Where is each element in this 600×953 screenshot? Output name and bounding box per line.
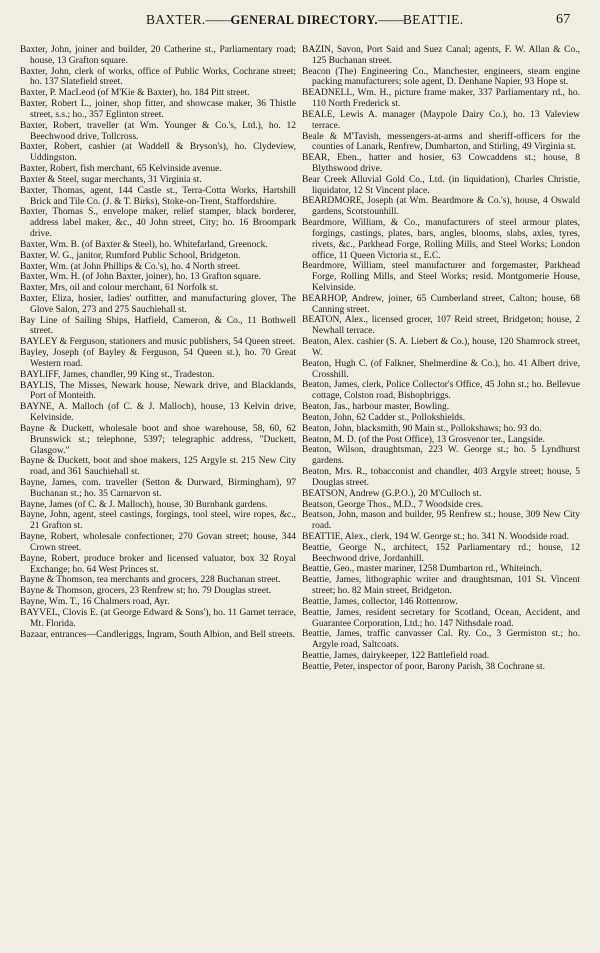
- header-dash-left: ——: [205, 12, 231, 27]
- directory-entry: Beattie, Geo., master mariner, 1258 Dumbarton rd., Whiteinch.: [302, 564, 543, 575]
- directory-entry: BAYVEL, Clovis E. (at George Edward & Sons'), ho. 11 Garnet terrace, Mt. Florida.: [20, 607, 296, 629]
- running-header: [0, 10, 600, 30]
- directory-entry: Beattie, James, resident secretary for Scotland, Ocean, Accident, and Guarantee Corporation, Ltd.; ho. 147 Nithsdale road.: [302, 607, 580, 629]
- directory-entry: Baxter, Eliza, hosier, ladies' outfitter, and manufacturing glover, The Glove Salon, 273 and 275 Sauchiehall st.: [20, 294, 296, 315]
- directory-entry: BEATON, Alex., licensed grocer, 107 Reid street, Bridgeton; house, 2 Newhall terrace.: [302, 315, 580, 337]
- left-column: [20, 45, 296, 640]
- directory-entry: Beaton, Jas., harbour master, Bowling.: [302, 402, 450, 412]
- directory-entry: Bayley, Joseph (of Bayley & Ferguson, 54 Queen st.), ho. 70 Great Western road.: [20, 348, 296, 369]
- directory-entry: Beaton, James, clerk, Police Collector's Office, 45 John st.; ho. Bellevue cottage, Colston road, Bishopbriggs.: [302, 380, 580, 402]
- directory-entry: BEAR, Eben., hatter and hosier, 63 Cowcaddens st.; house, 8 Blythswood drive.: [302, 153, 580, 174]
- directory-entry: Beacon (The) Engineering Co., Manchester, engineers, steam engine packing manufacturers; sole agent, D. Denhane Napier, 93 Hope st.: [302, 66, 580, 88]
- header-line: [146, 10, 463, 30]
- directory-entry: Bayne, Robert, wholesale confectioner, 270 Govan street; house, 344 Crown street.: [20, 532, 296, 553]
- directory-entry: Beattie, James, collector, 146 Rottenrow.: [302, 596, 458, 607]
- directory-entry: Baxter, Wm. B. (of Baxter & Steel), ho. Whitefarland, Greenock.: [20, 239, 268, 250]
- directory-entry: Beaton, John, blacksmith, 90 Main st., Pollokshaws; ho. 93 do.: [302, 423, 542, 434]
- header-dash-right: ——: [377, 12, 403, 27]
- directory-entry: Beattie, Peter, inspector of poor, Barony Parish, 38 Cochrane st.: [302, 661, 546, 672]
- directory-entry: Beardmore, William, steel manufacturer and forgemaster, Parkhead Forge, Rolling Mills, and Steel Works; resid. Montgomerie House, Kelvinside.: [302, 261, 580, 293]
- directory-entry: Beatson, John, mason and builder, 95 Renfrew st.; house, 309 New City road.: [302, 510, 580, 532]
- directory-entry: Beaton, Wilson, draughtsman, 223 W. George st.; ho. 5 Lyndhurst gardens.: [302, 445, 580, 467]
- directory-entry: Baxter, Robert, cashier (at Waddell & Bryson's), ho. Clydeview, Uddingston.: [20, 142, 296, 164]
- directory-entry: Baxter, W. G., janitor, Rumford Public School, Bridgeton.: [20, 250, 241, 261]
- directory-entry: Baxter, Thomas S., envelope maker, relief stamper, black borderer, address label maker, &c., 40 John street, City; ho. 16 Broompark drive.: [20, 207, 296, 239]
- directory-entry: BEATTIE, Alex., clerk, 194 W. George st.; ho. 341 N. Woodside road.: [302, 531, 569, 542]
- directory-entry: Beardmore, William, & Co., manufacturers of steel armour plates, forgings, castings, plates, bars, angles, blooms, slabs, axles, tyres, rivets, &c., Parkhead Forge, Rolling Mills, and Steel Works; London office, 11 Queen Victoria st., E.C.: [302, 218, 580, 261]
- directory-entry: Baxter, Robert, traveller (at Wm. Younger & Co.'s, Ltd.), ho. 12 Beechwood drive, Tollcross.: [20, 120, 296, 142]
- directory-entry: Baxter, Mrs, oil and colour merchant, 61 Norfolk st.: [20, 283, 219, 294]
- directory-entry: Beaton, Alex. cashier (S. A. Liebert & Co.), house, 120 Shamrock street, W.: [302, 337, 580, 358]
- header-title: GENERAL DIRECTORY.: [230, 13, 378, 27]
- directory-entry: Beaton, Hugh C. (of Falkner, Shelmerdine & Co.), ho. 41 Albert drive, Crosshill.: [302, 358, 580, 380]
- directory-entry: Bay Line of Sailing Ships, Hatfield, Cameron, & Co., 11 Bothwell street.: [20, 315, 296, 337]
- directory-entry: Beattie, James, lithographic writer and draughtsman, 101 St. Vincent street; ho. 82 Main street, Bridgeton.: [302, 575, 580, 597]
- directory-entry: Bazaar, entrances—Candleriggs, Ingram, South Albion, and Bell streets.: [20, 629, 296, 640]
- directory-entry: Bayne & Duckett, boot and shoe makers, 125 Argyle st. 215 New City road, and 361 Sauchiehall st.: [20, 456, 296, 478]
- directory-entry: BEATSON, Andrew (G.P.O.), 20 M'Culloch st.: [302, 488, 482, 499]
- directory-entry: Baxter, John, joiner and builder, 20 Catherine st., Parliamentary road; house, 13 Grafton square.: [20, 45, 296, 66]
- directory-entry: Beattie, James, dairykeeper, 122 Battlefield road.: [302, 651, 490, 662]
- directory-entry: BAYLIFF, James, chandler, 99 King st., Tradeston.: [20, 369, 215, 380]
- directory-entry: Bayne, James (of C. & J. Malloch), house, 30 Burnbank gardens.: [20, 499, 268, 510]
- directory-entry: Beaton, Mrs. R., tobacconist and chandler, 403 Argyle street; house, 5 Douglas street.: [302, 467, 580, 488]
- directory-entry: Beaton, John, 62 Cadder st., Pollokshields.: [302, 412, 466, 423]
- directory-entry: Baxter, Robert L., joiner, shop fitter, and showcase maker, 36 Thistle street, s.s.; ho., 357 Eglinton street.: [20, 99, 296, 120]
- directory-entry: Baxter, P. MacLeod (of M'Kie & Baxter), ho. 184 Pitt street.: [20, 88, 250, 99]
- directory-entry: Baxter, Wm. H. (of John Baxter, joiner), ho. 13 Grafton square.: [20, 272, 261, 283]
- directory-entry: BEARHOP, Andrew, joiner, 65 Cumberland street, Calton; house, 68 Canning street.: [302, 293, 580, 315]
- directory-entry: BAYLIS, The Misses, Newark house, Newark drive, and Blacklands, Port of Monteith.: [20, 380, 296, 402]
- directory-entry: Baxter, Wm. (at John Phillips & Co.'s), ho. 4 North street.: [20, 261, 241, 272]
- directory-entry: Bayne & Duckett, wholesale boot and shoe warehouse, 58, 60, 62 Brunswick st.; telephone, 5397; telegraphic address, "Duckett, Glasgow.": [20, 423, 296, 456]
- directory-entry: BEADNELL, Wm. H., picture frame maker, 337 Parliamentary rd., ho. 110 North Frederick st.: [302, 88, 580, 110]
- directory-entry: Baxter, Robert, fish merchant, 65 Kelvinside avenue.: [20, 164, 222, 175]
- directory-entry: Baxter, Thomas, agent, 144 Castle st., Terra-Cotta Works, Hartshill Brick and Tile Co. (J. & T. Birks), Stoke-on-Trent, Staffordshire.: [20, 185, 296, 207]
- directory-entry: BEARDMORE, Joseph (at Wm. Beardmore & Co.'s), house, 4 Oswald gardens, Scotstounhill.: [302, 196, 580, 218]
- directory-entry: Bayne, Robert, produce broker and licensed valuator, box 32 Royal Exchange; ho. 64 West Princes st.: [20, 553, 296, 575]
- directory-entry: BAYLEY & Ferguson, stationers and music publishers, 54 Queen street.: [20, 337, 296, 348]
- directory-entry: Beale & M'Tavish, messengers-at-arms and sheriff-officers for the counties of Lanark, Renfrew, Dumbarton, and Stirling, 49 Virginia st.: [302, 131, 580, 153]
- header-right-word: BEATTIE.: [402, 12, 464, 27]
- directory-entry: BAYNE, A. Malloch (of C. & J. Malloch), house, 13 Kelvin drive, Kelvinside.: [20, 402, 296, 424]
- directory-entry: Beattie, George N., architect, 152 Parliamentary rd.; house, 12 Beechwood drive, Jordanhill.: [302, 542, 580, 564]
- right-column: [302, 45, 580, 673]
- directory-entry: Baxter, John, clerk of works, office of Public Works, Cochrane street; ho. 137 Slatefield street.: [20, 66, 296, 88]
- directory-entry: Baxter & Steel, sugar merchants, 31 Virginia st.: [20, 174, 202, 185]
- directory-entry: Bayne & Thomson, tea merchants and grocers, 228 Buchanan street.: [20, 575, 281, 586]
- page-number: 67: [556, 12, 571, 27]
- directory-entry: BAZIN, Savon, Port Said and Suez Canal; agents, F. W. Allan & Co., 125 Buchanan street.: [302, 45, 580, 66]
- directory-entry: Bayne, John, agent, steel castings, forgings, tool steel, wire ropes, &c., 21 Grafton st.: [20, 510, 296, 532]
- directory-entry: Bayne, James, com. traveller (Setton & Durward, Birmingham), 97 Buchanan st.; ho. 35 Carnarvon st.: [20, 478, 296, 499]
- directory-entry: Bayne, Wm. T., 16 Chalmers road, Ayr.: [20, 597, 170, 608]
- directory-entry: Beattie, James, traffic canvasser Cal. Ry. Co., 3 Germiston st.; ho. Argyle road, Saltcoats.: [302, 629, 580, 651]
- directory-entry: BEALE, Lewis A. manager (Maypole Dairy Co.), ho. 13 Valeview terrace.: [302, 109, 580, 131]
- directory-entry: Beaton, M. D. (of the Post Office), 13 Grosvenor ter., Langside.: [302, 434, 545, 445]
- directory-entry: Beatson, George Thos., M.D., 7 Woodside cres.: [302, 499, 484, 510]
- directory-entry: Bear Creek Alluvial Gold Co., Ltd. (in liquidation), Charles Christie, liquidator, 12 St Vincent place.: [302, 174, 580, 196]
- header-left-word: BAXTER.: [146, 12, 206, 27]
- directory-entry: Bayne & Thomson, grocers, 23 Renfrew st; ho. 79 Douglas street.: [20, 586, 272, 597]
